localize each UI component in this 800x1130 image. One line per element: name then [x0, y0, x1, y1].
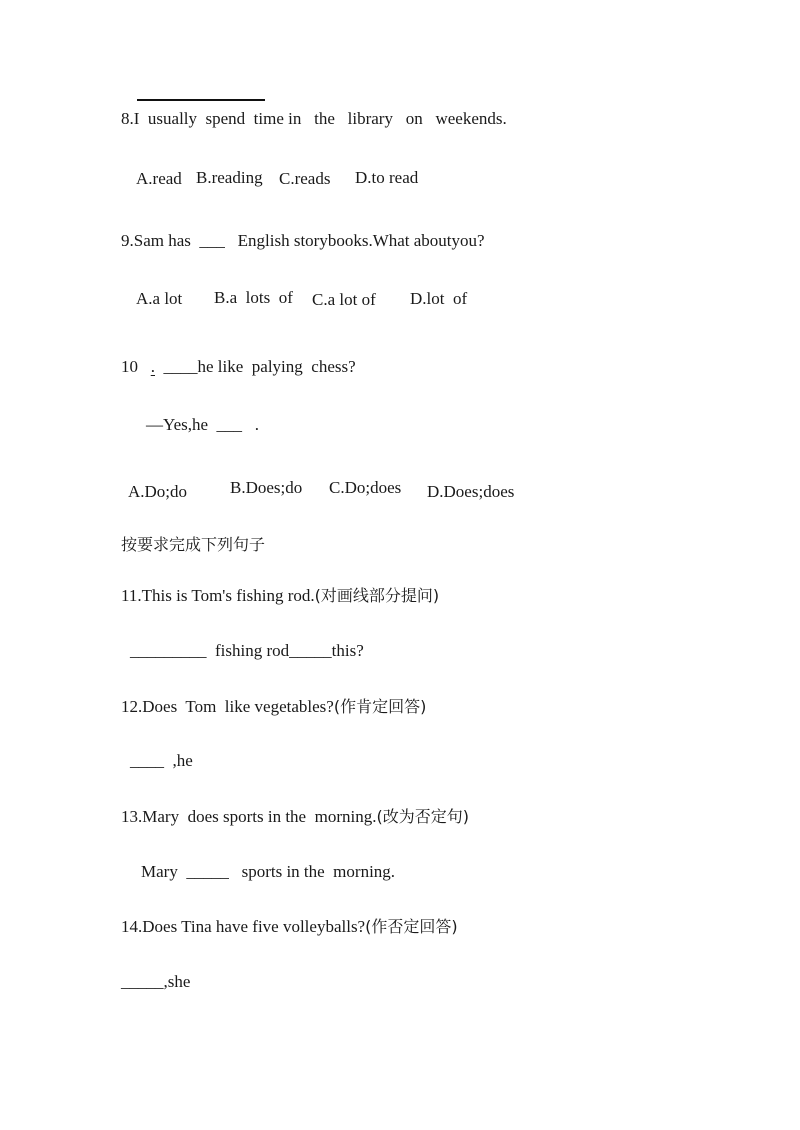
q12-answer [130, 752, 193, 769]
q9-option-a: A.a lot [136, 289, 183, 308]
q14-stem [121, 918, 458, 935]
q10-blank-2: ___ [216, 415, 243, 434]
q14-stem-text: 14.Does Tina have five volleyballs? [121, 917, 366, 936]
q13-end: sports in the morning. [241, 862, 396, 881]
q9-option-b: B.a lots of [214, 288, 293, 307]
q11-instruction: (对画线部分提问) [314, 586, 440, 605]
q9-stem-post: English storybooks.What aboutyou? [237, 231, 485, 250]
q13-pre: Mary [141, 862, 178, 881]
q12-stem [121, 698, 426, 715]
q13-stem-text: 13.Mary does sports in the morning. [121, 807, 377, 826]
q13-answer [141, 863, 395, 880]
q10-answer [146, 416, 259, 433]
q10-blank-1: ____ [163, 357, 198, 376]
q8-option-d: D.to read [355, 168, 419, 187]
q10-number: 10 [121, 357, 138, 376]
q10-answer-pre: —Yes,he [146, 415, 209, 434]
q14-blank: _____ [121, 972, 164, 991]
q13-instruction: (改为否定句) [376, 807, 469, 826]
q12-instruction: (作肯定回答) [333, 697, 427, 716]
q9-stem [121, 232, 485, 249]
q13-blank: _____ [186, 862, 229, 881]
section-heading: 按要求完成下列句子 [121, 535, 266, 554]
q10-option-d: D.Does;does [427, 482, 515, 501]
q14-answer [121, 973, 190, 990]
q14-end: ,she [163, 972, 191, 991]
q12-blank: ____ [130, 751, 164, 770]
q11-mid: fishing rod [215, 641, 290, 660]
q10-option-a: A.Do;do [128, 482, 188, 501]
q8-option-c: C.reads [279, 169, 331, 188]
q14-instruction: (作否定回答) [365, 917, 458, 936]
top-answer-line [137, 99, 265, 101]
q11-end: this? [331, 641, 364, 660]
q10-stem-post: he like palying chess? [197, 357, 356, 376]
q10-option-c: C.Do;does [329, 478, 402, 497]
q11-blank-2: _____ [289, 641, 332, 660]
q9-option-d: D.lot of [410, 289, 468, 308]
q10-stem [121, 358, 356, 375]
q9-blank: ___ [199, 231, 225, 250]
q8-option-a: A.read [136, 169, 182, 188]
q12-end: ,he [172, 751, 193, 770]
q9-stem-pre: 9.Sam has [121, 231, 191, 250]
q8-option-b: B.reading [196, 168, 263, 187]
q8-stem: 8.I usually spend time in the library on weekends. [121, 109, 507, 128]
q11-answer [130, 642, 364, 659]
q10-option-b: B.Does;do [230, 478, 303, 497]
q11-stem [121, 587, 439, 604]
q10-answer-post: . [254, 415, 260, 434]
q13-stem [121, 808, 469, 825]
q9-option-c: C.a lot of [312, 290, 376, 309]
q10-dot: . [150, 357, 155, 376]
q11-blank-1: _________ [130, 641, 207, 660]
q11-stem-text: 11.This is Tom's fishing rod. [121, 586, 315, 605]
q12-stem-text: 12.Does Tom like vegetables? [121, 697, 334, 716]
